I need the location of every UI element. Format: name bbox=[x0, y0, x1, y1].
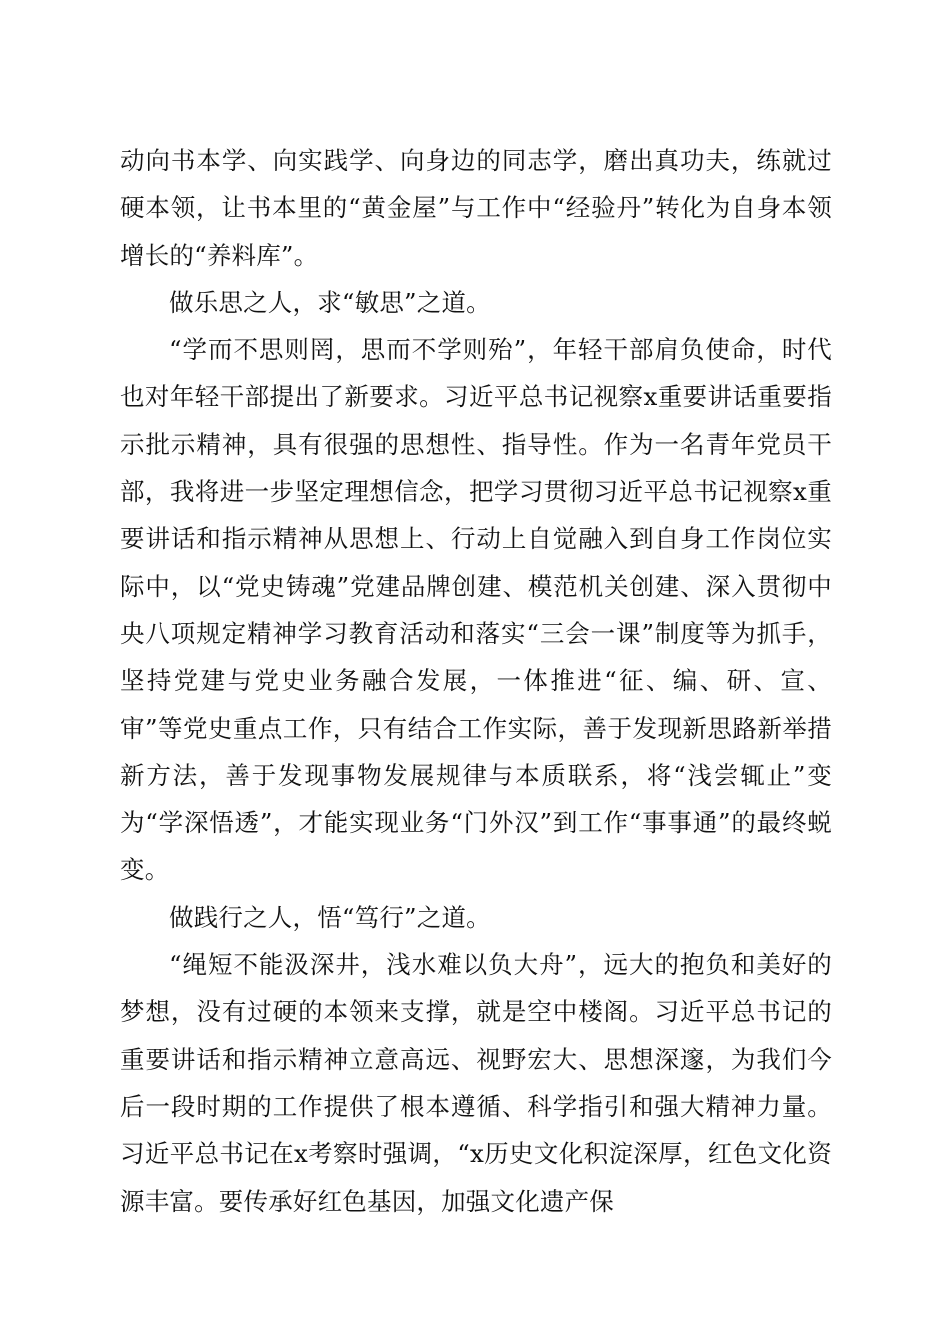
heading-practice: 做践行之人，悟“笃行”之道。 bbox=[169, 902, 491, 932]
paragraph-practice: “绳短不能汲深井，浅水难以负大舟”，远大的抱负和美好的梦想，没有过硬的本领来支撑，就是空中楼阁。习近平总书记的重要讲话和指示精神立意高远、视野宏大、思想深邃，为我们今后一段时期的工作提供了根本遵循、科学指引和强大精神力量。习近平总书记在x考察时强调，“x历史文化积淀深厚，红色文化资源丰富。要传承好红色基因，加强文化遗产保 bbox=[120, 950, 832, 1216]
paragraph-thinking: “学而不思则罔，思而不学则殆”，年轻干部肩负使命，时代也对年轻干部提出了新要求。习近平总书记视察x重要讲话重要指示批示精神，具有很强的思想性、指导性。作为一名青年党员干部，我将进一步坚定理想信念，把学习贯彻习近平总书记视察x重要讲话和指示精神从思想上、行动上自觉融入到自身工作岗位实际中，以“党史铸魂”党建品牌创建、模范机关创建、深入贯彻中央八项规定精神学习教育活动和落实“三会一课”制度等为抓手，坚持党建与党史业务融合发展，一体推进“征、编、研、宣、审”等党史重点工作，只有结合工作实际，善于发现新思路新举措新方法，善于发现事物发展规律与本质联系，将“浅尝辄止”变为“学深悟透”，才能实现业务“门外汉”到工作“事事通”的最终蜕变。 bbox=[120, 335, 832, 885]
heading-thinking: 做乐思之人，求“敏思”之道。 bbox=[169, 287, 491, 317]
document-body bbox=[120, 137, 832, 1225]
paragraph-continued-study: 动向书本学、向实践学、向身边的同志学，磨出真功夫，练就过硬本领，让书本里的“黄金屋”与工作中“经验丹”转化为自身本领增长的“养料库”。 bbox=[120, 146, 832, 270]
